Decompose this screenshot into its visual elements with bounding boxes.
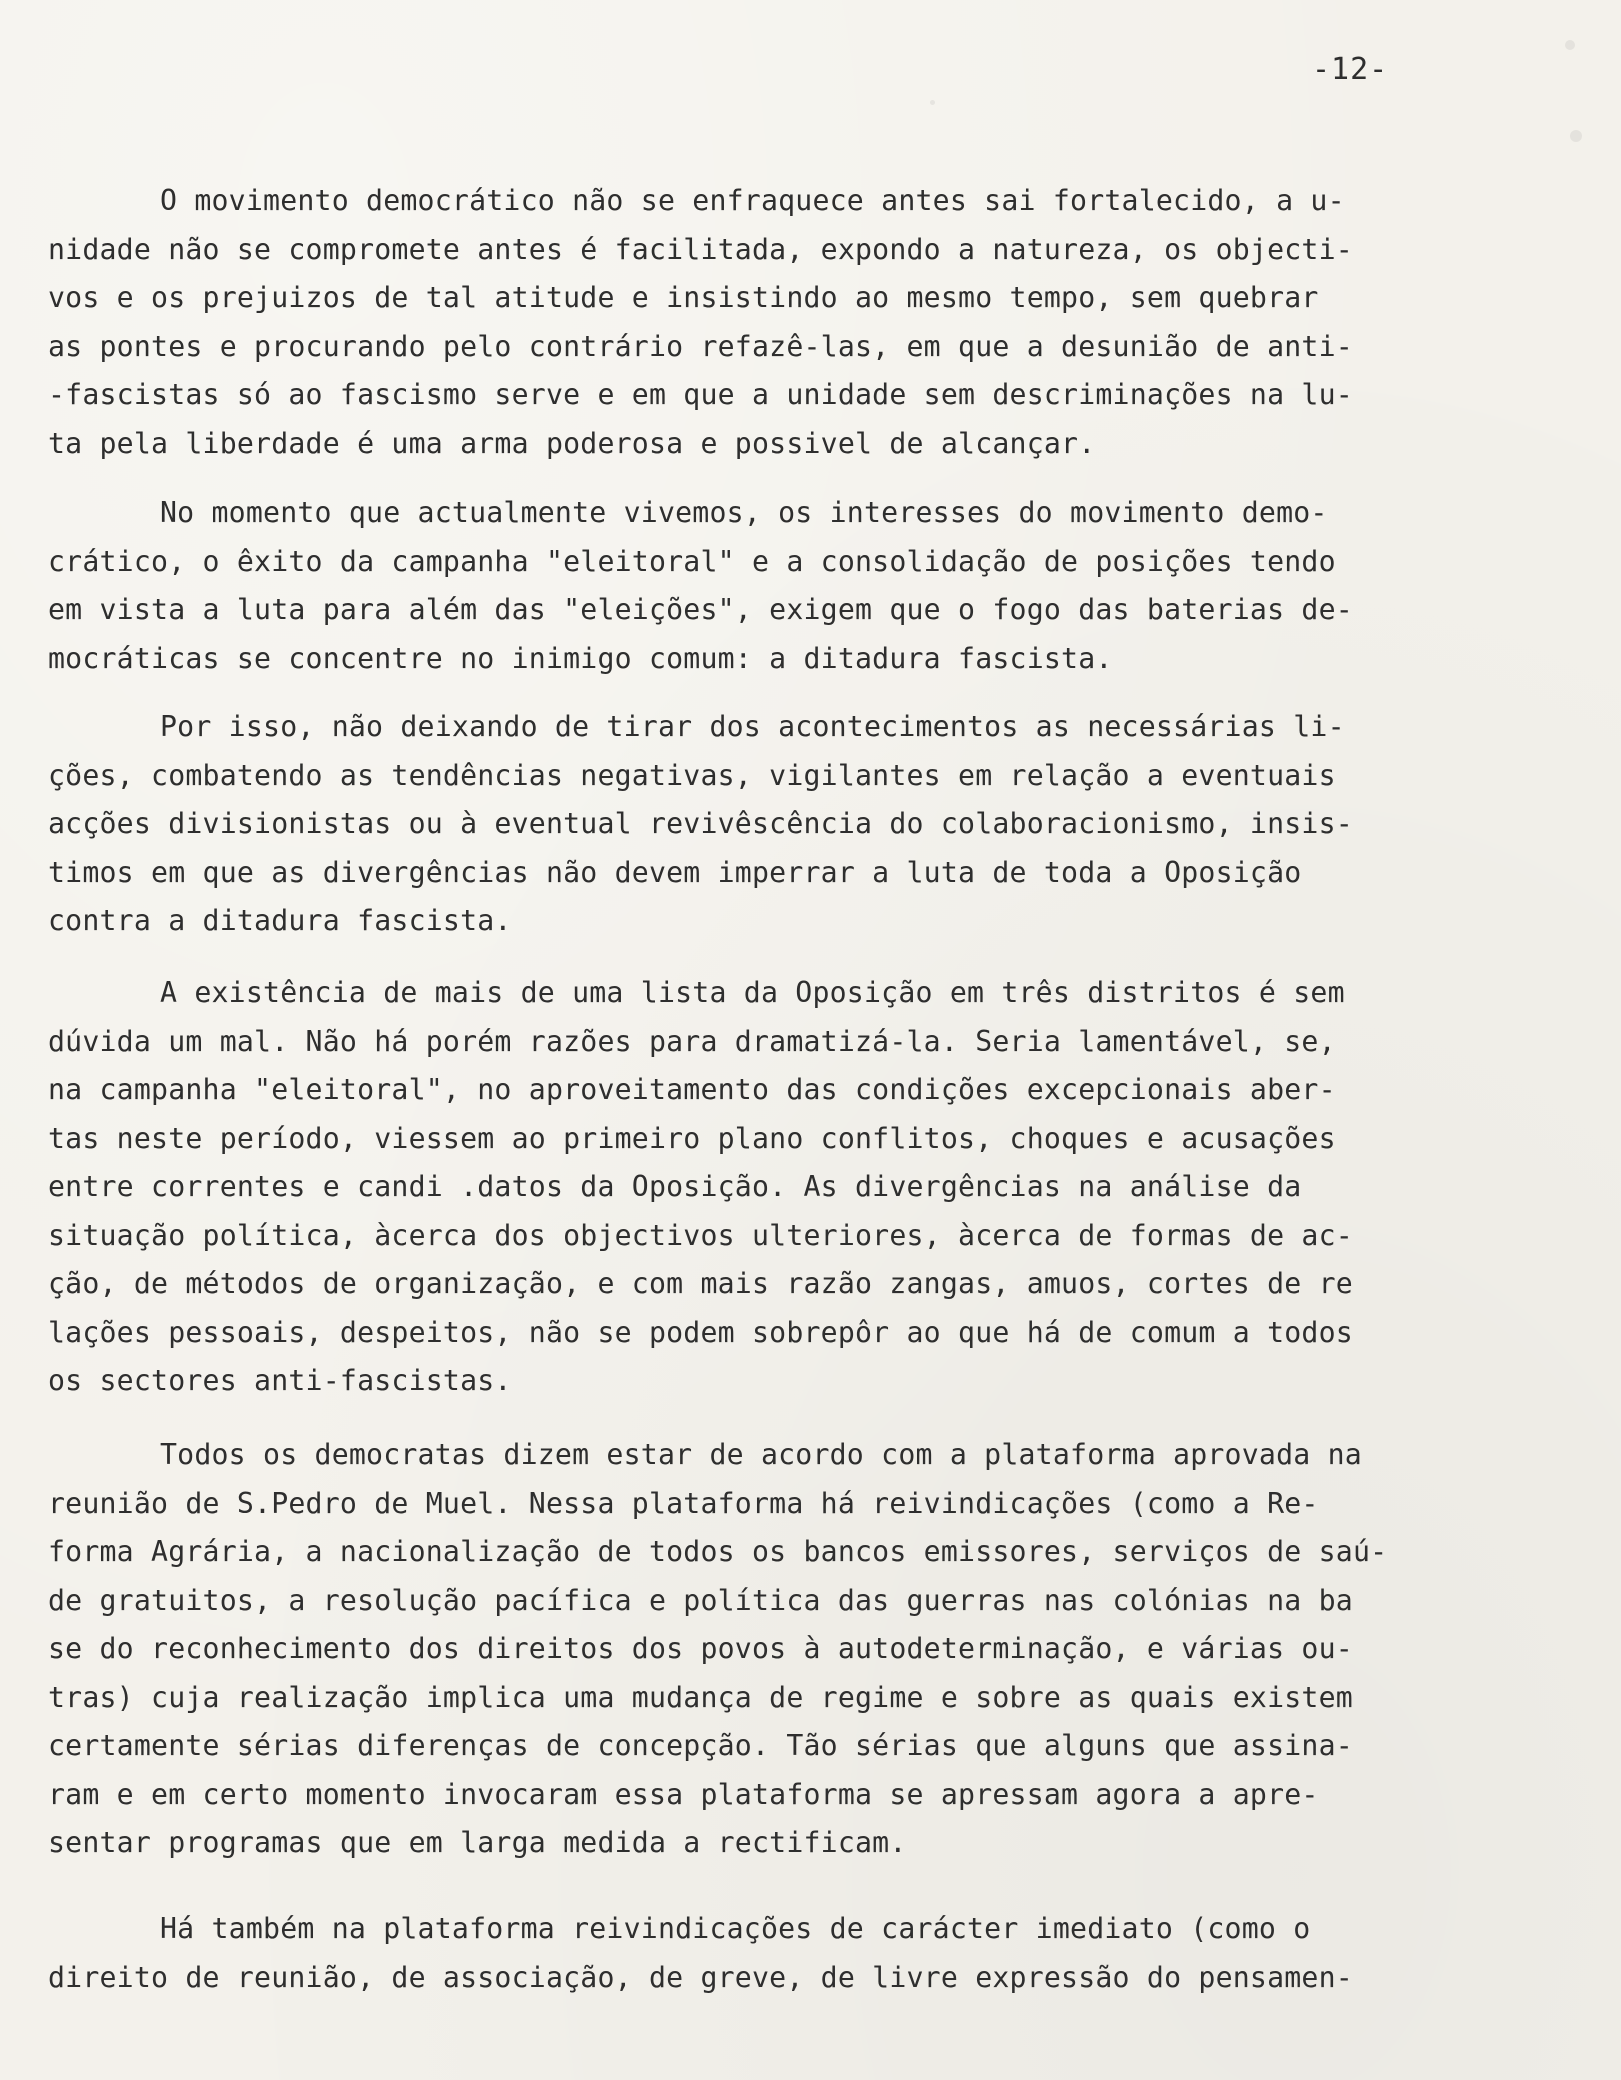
text-line: os sectores anti-fascistas. (48, 1364, 512, 1397)
text-line: No momento que actualmente vivemos, os interesses do movimento demo- (160, 496, 1328, 529)
text-line: -fascistas só ao fascismo serve e em que a unidade sem descriminações na lu- (48, 378, 1353, 411)
text-line: direito de reunião, de associação, de greve, de livre expressão do pensamen- (48, 1960, 1353, 1994)
text-line: Há também na plataforma reivindicações de carácter imediato (como o (160, 1912, 1311, 1945)
text-line: situação política, àcerca dos objectivos ulteriores, àcerca de formas de ac- (48, 1218, 1353, 1252)
text-line: reunião de S.Pedro de Muel. Nessa plataforma há reivindicações (como a Re- (48, 1486, 1319, 1520)
text-line: lações pessoais, despeitos, não se podem sobrepôr ao que há de comum a todos (48, 1315, 1353, 1349)
text-line: dúvida um mal. Não há porém razões para dramatizá-la. Seria lamentável, se, (48, 1024, 1336, 1058)
text-line: tras) cuja realização implica uma mudança de regime e sobre as quais existem (48, 1680, 1353, 1714)
paper-mark (1570, 130, 1582, 142)
paragraph-1 (48, 177, 1448, 468)
paper-mark (1565, 40, 1575, 50)
paper-mark (930, 100, 935, 105)
text-line: mocráticas se concentre no inimigo comum: a ditadura fascista. (48, 641, 1113, 675)
text-line: vos e os prejuizos de tal atitude e insistindo ao mesmo tempo, sem quebrar (48, 281, 1319, 314)
text-line: se do reconhecimento dos direitos dos povos à autodeterminação, e várias ou- (48, 1632, 1353, 1665)
text-line: sentar programas que em larga medida a rectificam. (48, 1826, 907, 1859)
paragraph-5 (48, 1431, 1448, 1868)
paragraph-4 (48, 969, 1448, 1406)
text-line: certamente sérias diferenças de concepção. Tão sérias que alguns que assina- (48, 1729, 1353, 1762)
text-line: na campanha "eleitoral", no aproveitamento das condições excepcionais aber- (48, 1073, 1336, 1106)
page-number: -12- (1312, 52, 1389, 87)
paragraph-2 (48, 489, 1448, 683)
text-line: Todos os democratas dizem estar de acordo com a plataforma aprovada na (160, 1438, 1362, 1471)
text-line: em vista a luta para além das "eleições", exigem que o fogo das baterias de- (48, 593, 1353, 626)
text-line: ções, combatendo as tendências negativas, vigilantes em relação a eventuais (48, 758, 1336, 792)
text-line: timos em que as divergências não devem imperrar a luta de toda a Oposição (48, 855, 1302, 889)
text-line: nidade não se compromete antes é facilitada, expondo a natureza, os objecti- (48, 232, 1353, 266)
text-line: O movimento democrático não se enfraquece antes sai fortalecido, a u- (160, 184, 1345, 217)
text-line: crático, o êxito da campanha "eleitoral" e a consolidação de posições tendo (48, 544, 1336, 578)
text-line: ta pela liberdade é uma arma poderosa e possivel de alcançar. (48, 426, 1096, 460)
text-line: Por isso, não deixando de tirar dos acontecimentos as necessárias li- (160, 710, 1345, 743)
text-line: entre correntes e candi .datos da Oposição. As divergências na análise da (48, 1170, 1302, 1203)
paragraph-6 (48, 1905, 1448, 2002)
text-line: acções divisionistas ou à eventual revivêscência do colaboracionismo, insis- (48, 807, 1353, 840)
text-line: contra a ditadura fascista. (48, 904, 512, 937)
text-line: ram e em certo momento invocaram essa plataforma se apressam agora a apre- (48, 1777, 1319, 1811)
paragraph-3 (48, 703, 1448, 946)
text-line: A existência de mais de uma lista da Oposição em três distritos é sem (160, 976, 1345, 1009)
text-line: forma Agrária, a nacionalização de todos os bancos emissores, serviços de saú- (48, 1535, 1388, 1568)
text-line: tas neste período, viessem ao primeiro plano conflitos, choques e acusações (48, 1121, 1336, 1155)
text-line: de gratuitos, a resolução pacífica e política das guerras nas colónias na ba (48, 1583, 1353, 1617)
text-line: as pontes e procurando pelo contrário refazê-las, em que a desunião de anti- (48, 329, 1353, 363)
text-line: ção, de métodos de organização, e com mais razão zangas, amuos, cortes de re (48, 1267, 1353, 1300)
